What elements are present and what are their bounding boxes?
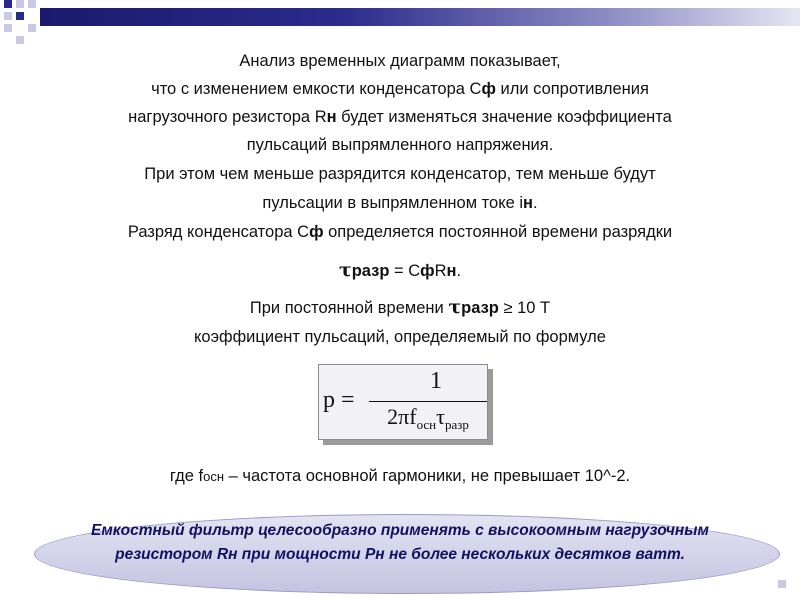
text: Разряд конденсатора С bbox=[127, 223, 310, 241]
den-text: 2πf bbox=[387, 404, 417, 429]
decor-square bbox=[778, 580, 786, 588]
text-line-4 bbox=[0, 135, 800, 155]
decor-square bbox=[16, 0, 24, 8]
tau-symbol: τ bbox=[338, 259, 352, 281]
fraction-line bbox=[369, 401, 487, 402]
den-tau: τ bbox=[436, 404, 445, 429]
text: Емкостный фильтр целесообразно применять с высокоомным нагрузочным bbox=[90, 522, 710, 539]
text: коэффициент пульсаций, определяемый по формуле bbox=[194, 328, 606, 346]
text-line-2 bbox=[0, 79, 800, 99]
decor-square bbox=[16, 12, 24, 20]
den-subscript: осн bbox=[416, 417, 437, 432]
subscript-razr: разр bbox=[461, 299, 499, 317]
header-gradient-bar bbox=[40, 8, 800, 26]
decor-square bbox=[4, 12, 12, 20]
text: где f bbox=[169, 467, 204, 485]
subscript-f: ф bbox=[481, 80, 496, 98]
subscript-n: н bbox=[446, 262, 457, 280]
text-line-7 bbox=[0, 222, 800, 242]
text: При постоянной времени bbox=[249, 299, 449, 317]
decor-square bbox=[28, 24, 36, 32]
text: . bbox=[533, 194, 538, 212]
conclusion-line-1 bbox=[0, 521, 800, 541]
subscript-n: н bbox=[326, 108, 337, 126]
text-line-3 bbox=[0, 107, 800, 127]
formula-lhs: p = bbox=[323, 387, 355, 413]
text: = С bbox=[389, 262, 421, 280]
subscript-n: н bbox=[523, 194, 533, 212]
decor-square bbox=[4, 0, 12, 8]
subscript-razr: разр bbox=[351, 262, 390, 280]
text: будет изменяться значение коэффициента bbox=[336, 108, 672, 126]
formula-box bbox=[318, 364, 488, 440]
den-subscript: разр bbox=[444, 417, 469, 432]
subscript-osn: осн bbox=[203, 469, 225, 484]
text-line-11 bbox=[0, 466, 800, 487]
subscript-f: ф bbox=[420, 262, 435, 280]
subscript-f: ф bbox=[309, 223, 324, 241]
decor-square bbox=[4, 24, 12, 32]
formula-numerator: 1 bbox=[430, 368, 442, 394]
text: нагрузочного резистора R bbox=[128, 108, 327, 126]
text: При этом чем меньше разрядится конденсатор, тем меньше будут bbox=[144, 165, 656, 183]
text: . bbox=[456, 262, 462, 280]
formula-denominator bbox=[369, 404, 487, 433]
text-line-10 bbox=[0, 327, 800, 347]
decor-square bbox=[16, 36, 24, 44]
text-line-6 bbox=[0, 193, 800, 213]
text: определяется постоянной времени разрядки bbox=[323, 223, 673, 241]
text: резистором Rн при мощности Рн не более нескольких десятков ватт. bbox=[115, 546, 685, 563]
decor-square bbox=[28, 0, 36, 8]
text: пульсаций выпрямленного напряжения. bbox=[246, 136, 554, 154]
text: пульсации в выпрямленном токе i bbox=[262, 194, 524, 212]
text: или сопротивления bbox=[495, 80, 649, 98]
text: – частота основной гармоники, не превышает 10^-2. bbox=[224, 467, 631, 485]
conclusion-line-2 bbox=[0, 545, 800, 565]
text: ≥ 10 Т bbox=[498, 299, 551, 317]
header-decoration bbox=[0, 0, 800, 52]
tau-symbol: τ bbox=[448, 296, 462, 318]
text-line-1 bbox=[0, 51, 800, 71]
tau-definition bbox=[0, 260, 800, 281]
text: R bbox=[434, 262, 447, 280]
text-line-9 bbox=[0, 297, 800, 318]
text: что с изменением емкости конденсатора С bbox=[151, 80, 482, 98]
text: Анализ временных диаграмм показывает, bbox=[239, 52, 561, 70]
text-line-5 bbox=[0, 164, 800, 184]
